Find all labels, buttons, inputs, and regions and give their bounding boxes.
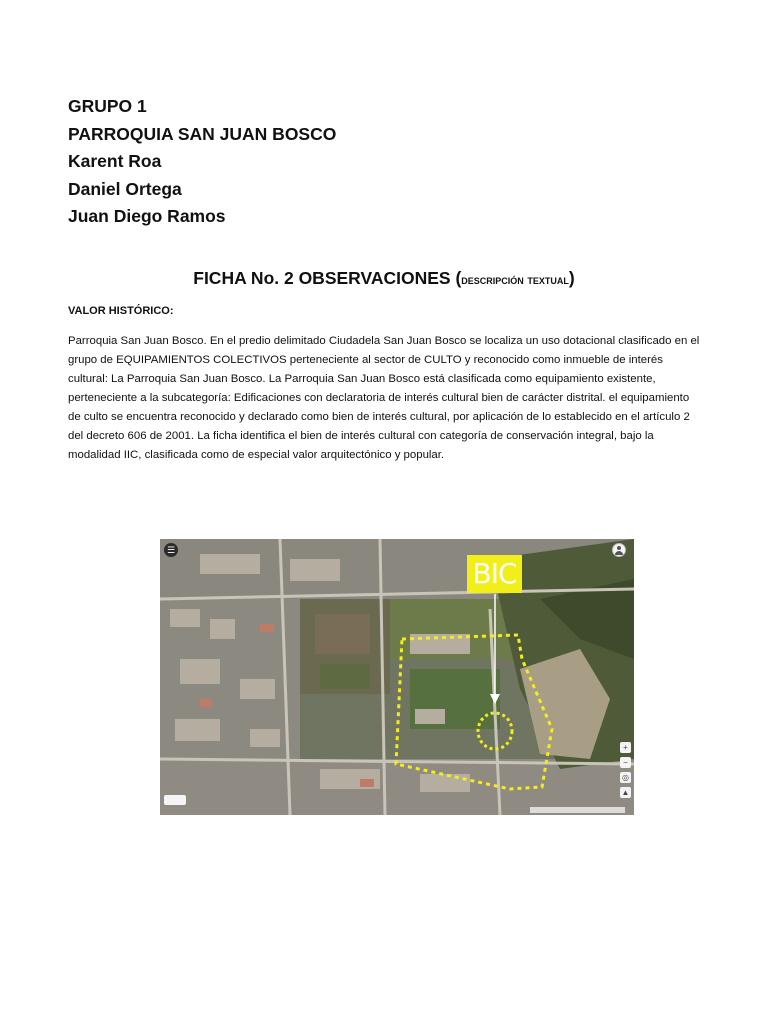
- ficha-title-subtitle: descripción textual: [461, 272, 569, 287]
- aerial-map-graphic: [160, 539, 634, 815]
- group-title: GRUPO 1: [68, 96, 147, 116]
- author-name: Juan Diego Ramos: [68, 206, 226, 226]
- ficha-title: [0, 268, 768, 289]
- locate-icon: ◎: [620, 772, 631, 783]
- map-scale-bar: [530, 807, 625, 813]
- aerial-map-image: [160, 539, 634, 815]
- layers-button: [164, 795, 186, 805]
- author-name: Daniel Ortega: [68, 178, 182, 199]
- map-controls: [620, 742, 631, 802]
- menu-icon: ☰: [164, 543, 178, 557]
- section-label: VALOR HISTÓRICO:: [68, 305, 174, 317]
- compass-icon: ▲: [621, 788, 630, 797]
- user-icon: [612, 543, 626, 557]
- author-name: Karent Roa: [68, 151, 162, 171]
- ficha-title-close: ): [568, 268, 575, 288]
- group-header: [68, 93, 568, 231]
- historic-value-paragraph: Parroquia San Juan Bosco. En el predio delimitado Ciudadela San Juan Bosco se localiza un uso dotacional clasificado en el grupo de EQUIPAMIENTOS COLECTIVOS perteneciente al sector de CULTO y reconocido como inmueble de interés cultural: La Parroquia San Juan Bosco. La Parroquia San Juan Bosco está clasificada como equipamiento existente, perteneciente a la subcategoría: Edificaciones con declaratoria de interés cultural bien de carácter distrital. el equipamiento de culto se encuentra reconocido y declarado como bien de interés cultural, por aplicación de lo establecido en el artículo 2 del decreto 606 de 2001. La ficha identifica el bien de interés cultural con categoría de conservación integral, bajo la modalidad IIC, clasificada como de especial valor arquitectónico y popular.: [68, 335, 700, 461]
- zoom-out-icon: −: [620, 757, 631, 768]
- parish-name: PARROQUIA SAN JUAN BOSCO: [68, 123, 337, 144]
- zoom-in-icon: +: [620, 742, 631, 753]
- ficha-title-main: FICHA No. 2 OBSERVACIONES (: [193, 268, 462, 288]
- bic-badge: BIC: [467, 555, 522, 593]
